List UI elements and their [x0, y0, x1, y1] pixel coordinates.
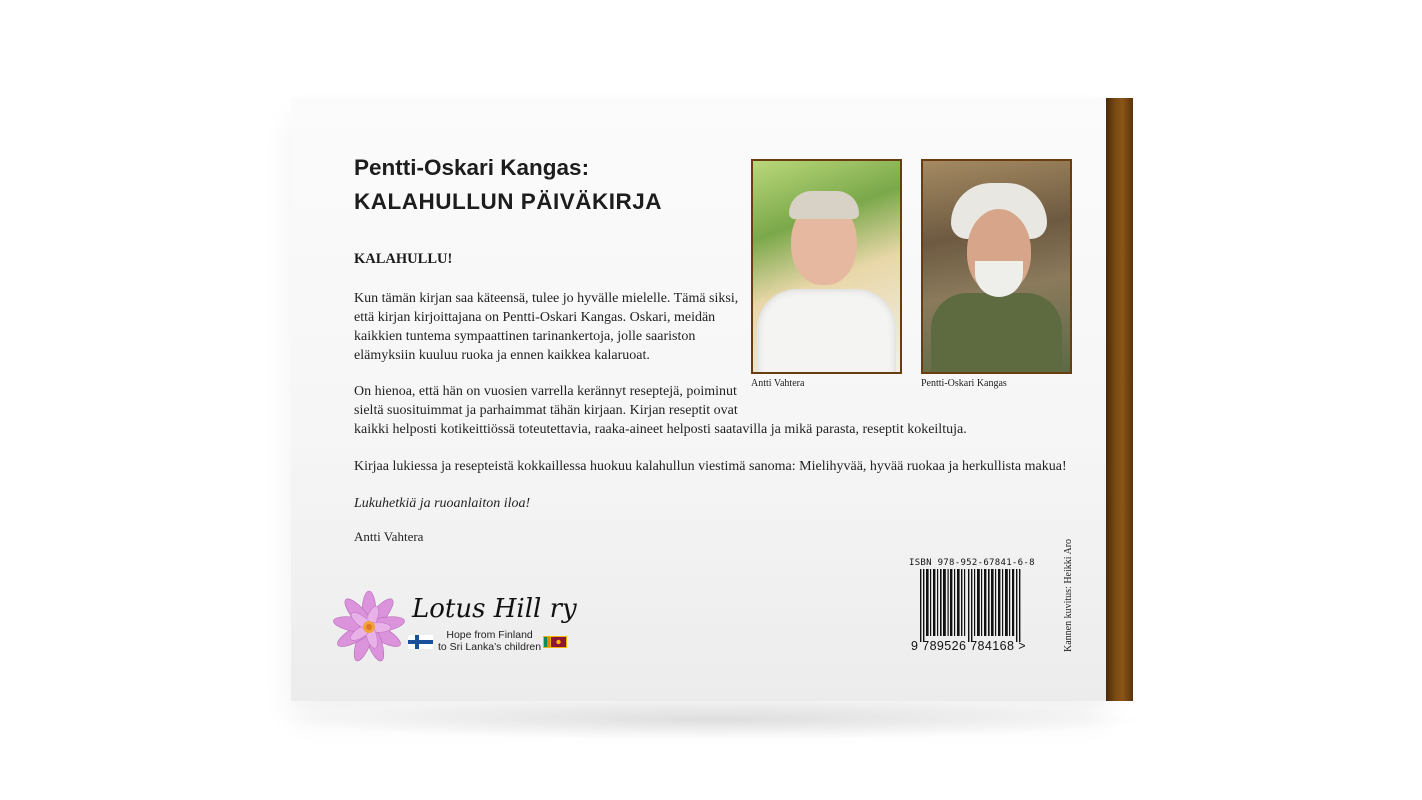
book-spine — [1106, 98, 1133, 701]
portrait-pentti-oskari-kangas — [921, 159, 1072, 374]
portrait-beard — [975, 261, 1023, 297]
logo-tagline-line: to Sri Lanka’s children — [438, 641, 542, 653]
portrait-hair — [789, 191, 859, 219]
photo-caption: Pentti-Oskari Kangas — [921, 378, 1007, 389]
blurb-line: On hienoa, että hän on vuosien varrella kerännyt reseptejä, poiminut — [354, 384, 737, 399]
blurb-heading: KALAHULLU! — [354, 251, 453, 267]
book-shadow — [280, 700, 1150, 740]
portrait-vest — [931, 293, 1062, 374]
sri-lanka-flag-icon — [543, 636, 567, 648]
book-title: KALAHULLUN PÄIVÄKIRJA — [354, 189, 662, 214]
lotus-flower-icon — [332, 590, 406, 664]
blurb-line: kaikkien tuntema sympaattinen tarinankertoja, jolle saariston — [354, 329, 696, 344]
blurb-line: Kun tämän kirjan saa käteensä, tulee jo hyvälle mielelle. Tämä siksi, — [354, 291, 739, 306]
barcode-number: 9 789526 784168 > — [911, 639, 1026, 653]
blurb-signature: Antti Vahtera — [354, 529, 424, 544]
blurb-line: kaikki helposti kotikeittiössä toteutettavia, raaka-aineet helposti saatavilla ja mikä parasta, reseptit kokeiltuja. — [354, 422, 967, 437]
blurb-line: elämyksiin kuuluu ruoka ja ennen kaikkea kalaruoat. — [354, 348, 650, 363]
barcode-icon — [920, 569, 1023, 642]
logo-name: Lotus Hill ry — [412, 594, 577, 624]
portrait-antti-vahtera — [751, 159, 902, 374]
blurb-closing: Lukuhetkiä ja ruoanlaiton iloa! — [354, 496, 531, 511]
logo-tagline-line: Hope from Finland — [446, 629, 533, 641]
isbn-label: ISBN 978-952-67841-6-8 — [909, 558, 1035, 568]
blurb-line: sieltä suosituimmat ja parhaimmat tähän kirjaan. Kirjan reseptit ovat — [354, 403, 738, 418]
logo-tagline — [438, 629, 541, 653]
finland-flag-icon — [408, 635, 433, 649]
cover-illustration-credit: Kannen kuvitus: Heikki Aro — [1063, 538, 1074, 652]
photo-caption: Antti Vahtera — [751, 378, 805, 389]
blurb-paragraph-3: Kirjaa lukiessa ja resepteistä kokkaillessa huokuu kalahullun viestimä sanoma: Mielihyvää, hyvää ruokaa ja herkullista makua! — [354, 459, 1067, 474]
blurb-paragraph-1 — [354, 289, 738, 365]
book-title-author: Pentti-Oskari Kangas: — [354, 155, 590, 180]
blurb-line: että kirjan kirjoittajana on Pentti-Oskari Kangas. Oskari, meidän — [354, 310, 716, 325]
blurb-paragraph-2 — [354, 382, 967, 439]
chef-coat — [757, 289, 896, 374]
